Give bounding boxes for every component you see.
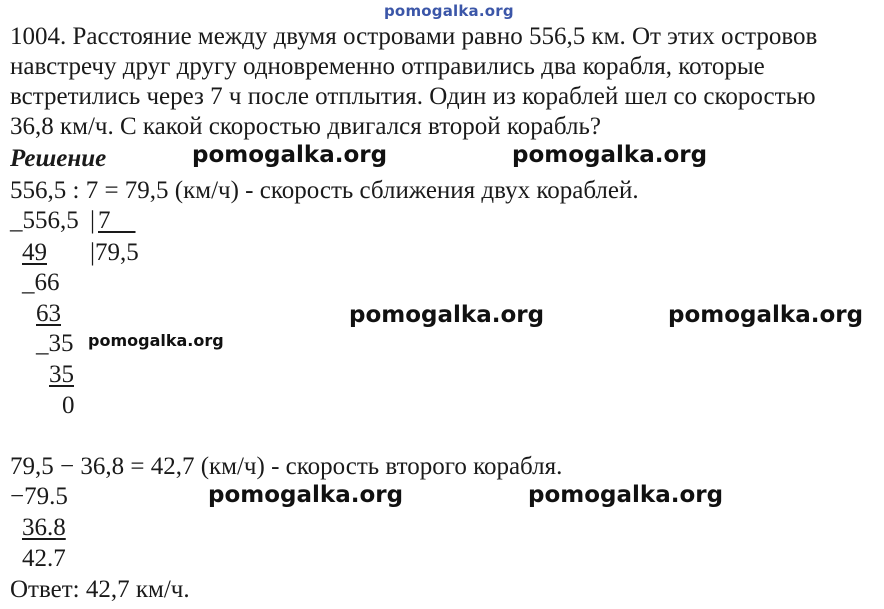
- subtraction-result: 42.7: [22, 545, 66, 572]
- solution-step-2: 79,5 − 36,8 = 42,7 (км/ч) - скорость второго корабля.: [10, 453, 563, 480]
- problem-line: 36,8 км/ч. С какой скоростью двигался второй корабль?: [10, 113, 601, 140]
- watermark: pomogalka.org: [349, 302, 545, 328]
- division-quotient: |79,5: [90, 239, 139, 266]
- solution-step-1: 556,5 : 7 = 79,5 (км/ч) - скорость сближения двух кораблей.: [10, 177, 639, 204]
- subtraction-subtrahend: 36.8: [22, 514, 66, 541]
- division-row: 49: [22, 239, 47, 266]
- answer: Ответ: 42,7 км/ч.: [10, 576, 190, 603]
- division-row: 35: [49, 361, 74, 388]
- division-dividend: _556,5: [10, 207, 79, 234]
- watermark: pomogalka.org: [192, 142, 388, 168]
- division-row: _35: [36, 330, 74, 357]
- watermark: pomogalka.org: [512, 142, 708, 168]
- problem-line: навстречу друг другу одновременно отправились два корабля, которые: [10, 53, 765, 80]
- division-row: 63: [36, 300, 61, 327]
- problem-line: встретились через 7 ч после отплытия. Один из кораблей шел со скоростью: [10, 83, 816, 110]
- division-row: _66: [22, 269, 60, 296]
- solution-label: Решение: [10, 145, 107, 172]
- watermark: pomogalka.org: [88, 331, 224, 350]
- problem-line: 1004. Расстояние между двумя островами равно 556,5 км. От этих островов: [10, 23, 818, 50]
- subtraction-minuend: −79.5: [10, 483, 68, 510]
- problem-statement: [10, 22, 880, 142]
- division-row: 0: [62, 392, 75, 419]
- watermark: pomogalka.org: [668, 302, 864, 328]
- watermark: pomogalka.org: [528, 482, 724, 508]
- division-divisor-bar: |: [90, 207, 96, 234]
- watermark-top: pomogalka.org: [384, 2, 514, 20]
- division-divisor-value: 7: [98, 207, 111, 234]
- division-divisor: [98, 206, 142, 236]
- watermark: pomogalka.org: [208, 482, 404, 508]
